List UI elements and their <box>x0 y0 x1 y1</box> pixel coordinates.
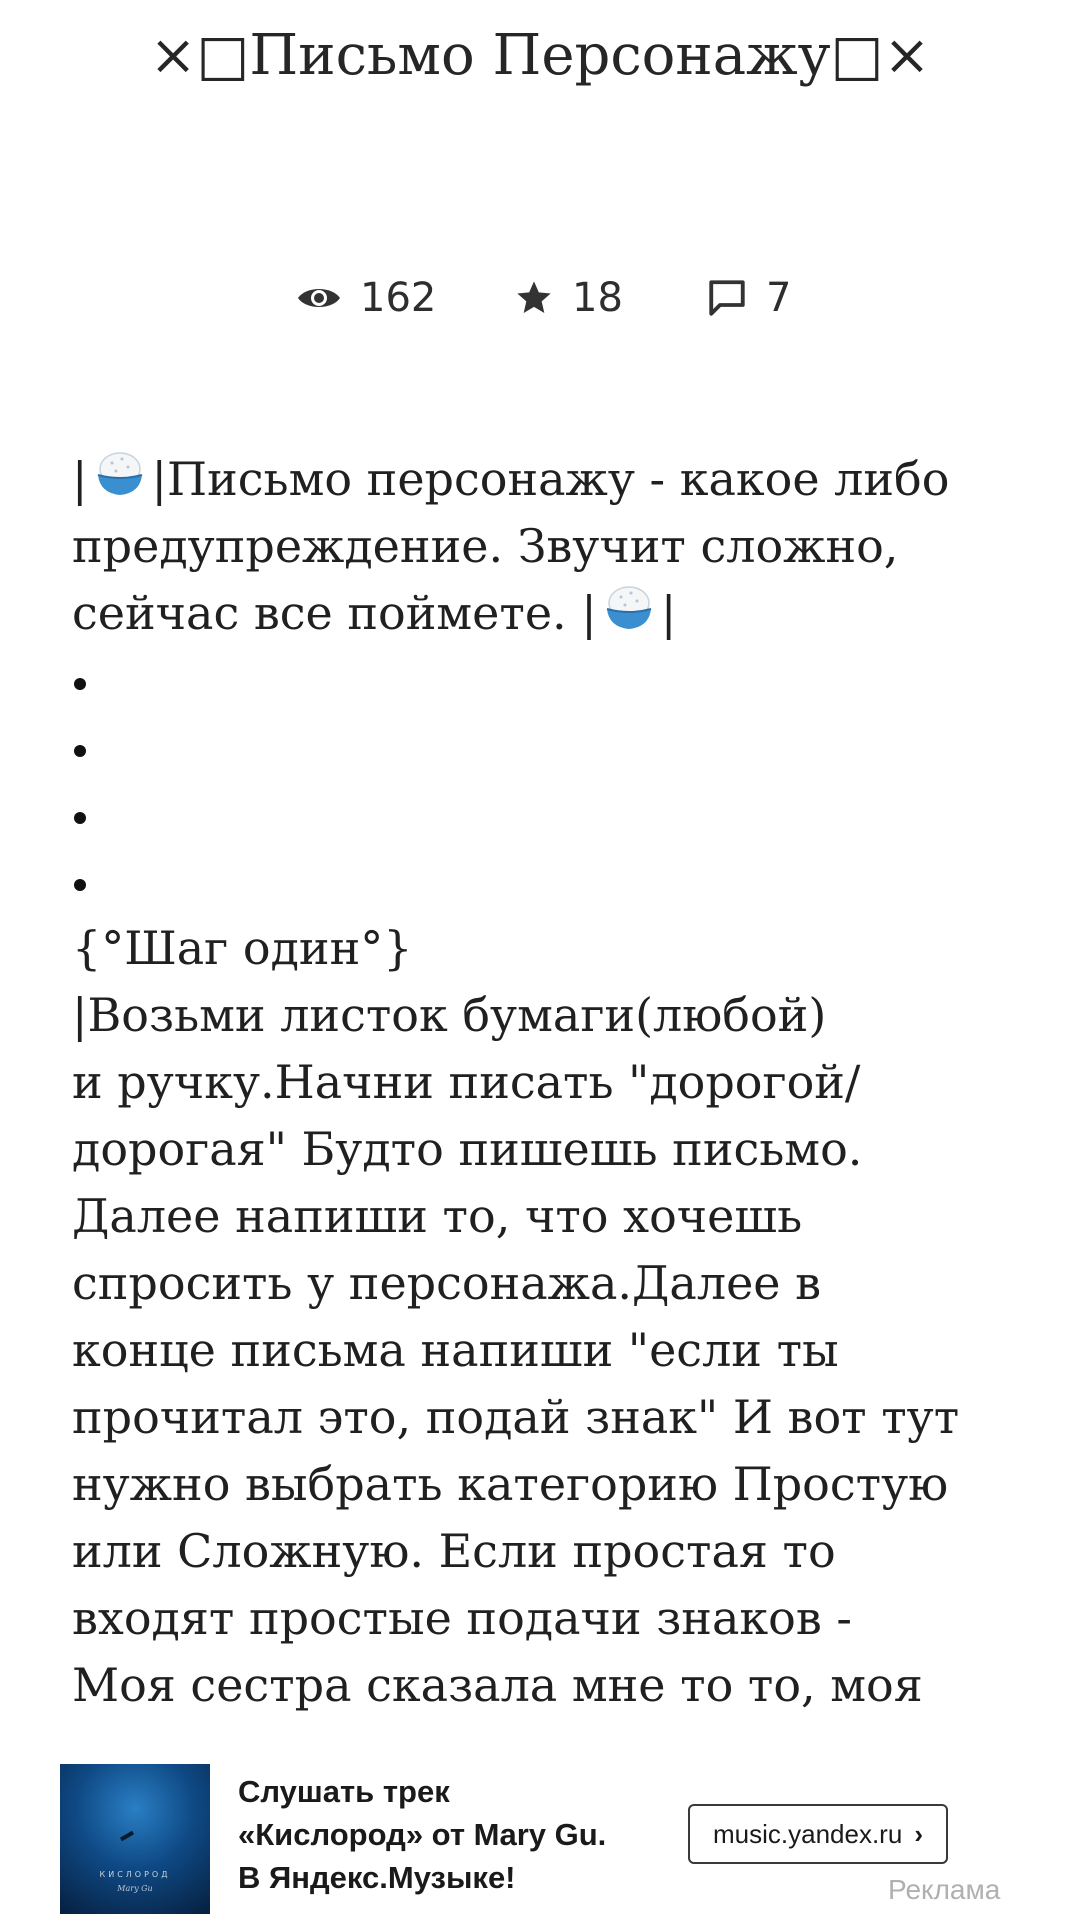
comments-count: 7 <box>766 275 792 321</box>
paragraph-line: и ручку.Начни писать "дорогой/ <box>72 1055 861 1109</box>
ad-banner[interactable] <box>0 1740 1080 1920</box>
chevron-right-icon: › <box>914 1818 923 1849</box>
rice-bowl-emoji-icon <box>92 447 148 503</box>
eye-icon <box>296 283 342 313</box>
comments-stat <box>706 268 791 328</box>
paragraph-line: |Возьми листок бумаги(любой) <box>72 988 827 1042</box>
ad-line: В Яндекс.Музыке! <box>238 1860 516 1895</box>
bullet-icon <box>74 678 86 690</box>
ad-line: «Кислород» от Mary Gu. <box>238 1817 607 1852</box>
bullet-line <box>72 714 1012 781</box>
views-count: 162 <box>360 275 437 321</box>
cover-title: КИСЛОРОД <box>99 1870 171 1879</box>
rice-bowl-emoji-icon <box>601 581 657 637</box>
stars-stat <box>514 268 623 328</box>
ad-headline[interactable] <box>238 1770 658 1899</box>
ad-button-label: music.yandex.ru <box>713 1818 903 1849</box>
comment-icon <box>706 277 748 319</box>
line-text: сейчас все поймете. | <box>72 586 597 640</box>
ad-label: Реклама <box>888 1874 1001 1905</box>
paragraph-line: спросить у персонажа.Далее в <box>72 1256 822 1310</box>
bullet-icon <box>74 879 86 891</box>
body-line <box>72 446 1012 513</box>
paragraph-line: Далее напиши то, что хочешь <box>72 1189 803 1243</box>
line-prefix: | <box>72 452 88 506</box>
paragraph-line: или Сложную. Если простая то <box>72 1524 836 1578</box>
line-text: |Письмо персонажу - какое либо <box>151 452 950 506</box>
paragraph-line: конце письма напиши "если ты <box>72 1323 839 1377</box>
bullet-line <box>72 647 1012 714</box>
bullet-icon <box>74 745 86 757</box>
views-stat <box>296 268 436 328</box>
bullet-line <box>72 848 1012 915</box>
diver-figure <box>120 1831 134 1841</box>
paragraph-line: входят простые подачи знаков - <box>72 1591 852 1645</box>
line-suffix: | <box>660 586 677 640</box>
paragraph-line: дорогая" Будто пишешь письмо. <box>72 1122 863 1176</box>
ad-line: Слушать трек <box>238 1774 450 1809</box>
article-body <box>72 446 1012 1719</box>
article-title: ×□Письмо Персонажу□× <box>149 23 931 88</box>
bullet-icon <box>74 812 86 824</box>
stars-count: 18 <box>572 275 623 321</box>
article-stats <box>0 268 1080 328</box>
star-icon <box>514 278 554 318</box>
paragraph-line: прочитал это, подай знак" И вот тут <box>72 1390 960 1444</box>
ad-link-button[interactable] <box>688 1804 948 1864</box>
paragraph-line: нужно выбрать категорию Простую <box>72 1457 949 1511</box>
paragraph-line: Моя сестра сказала мне то то, моя <box>72 1658 923 1712</box>
body-line: предупреждение. Звучит сложно, <box>72 519 899 573</box>
step-heading: {°Шаг один°} <box>72 921 413 975</box>
album-cover-image[interactable] <box>60 1764 210 1914</box>
body-line <box>72 580 1012 647</box>
bullet-line <box>72 781 1012 848</box>
cover-artist: Mary Gu <box>117 1884 153 1893</box>
